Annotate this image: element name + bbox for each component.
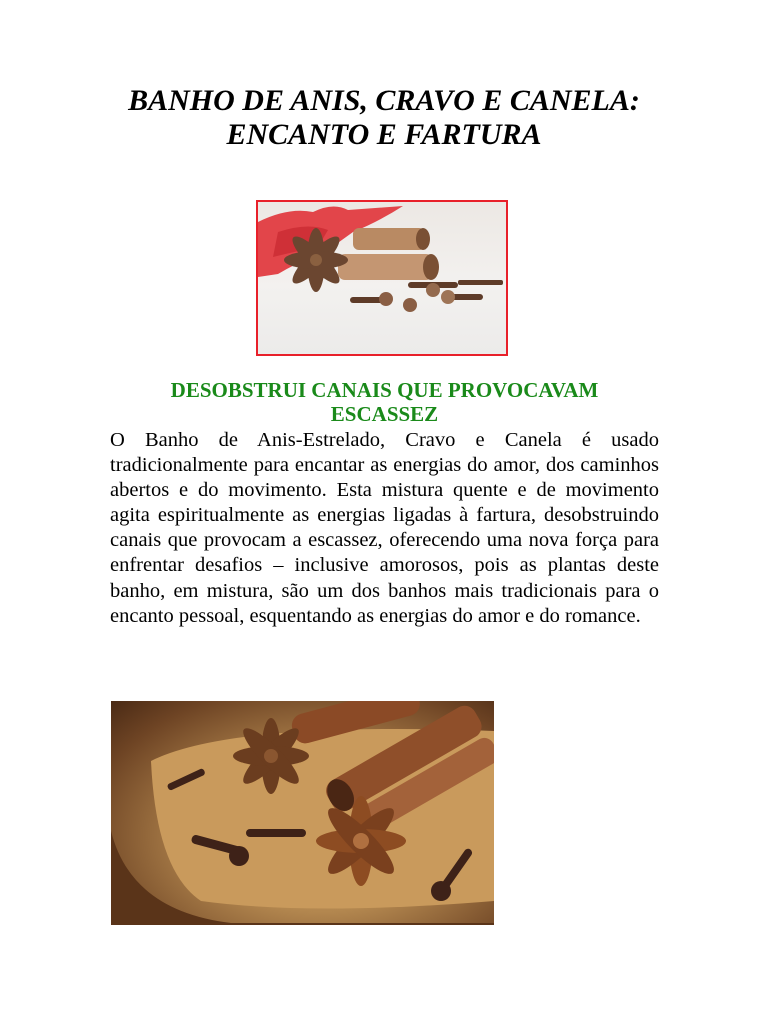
body-paragraph: O Banho de Anis-Estrelado, Cravo e Canela é usado tradicionalmente para encantar as energias do amor, dos caminhos abertos e do movimento. Esta mistura quente e de movimento agita espiritualmente as energias ligadas à fartura, desobstruindo canais que provocam a escassez, oferecendo uma nova força para enfrentar desafios – inclusive amorosos, pois as plantas deste banho, em mistura, são um dos banhos mais tradicionais para o encanto pessoal, esquentando as energias do amor e do romance. [110,429,659,627]
spices-ribbon-illustration [258,202,506,354]
page-title [100,84,668,152]
title-line-1: BANHO DE ANIS, CRAVO E CANELA: [128,84,640,117]
subtitle-line-2: ESCASSEZ [330,402,439,426]
title-line-2: ENCANTO E FARTURA [226,118,542,151]
subtitle-line-1: DESOBSTRUI CANAIS QUE PROVOCAVAM [170,378,599,402]
section-heading [110,378,659,426]
spices-sugar-image [111,701,494,925]
spices-ribbon-image [256,200,508,356]
spices-sugar-illustration [111,701,494,925]
